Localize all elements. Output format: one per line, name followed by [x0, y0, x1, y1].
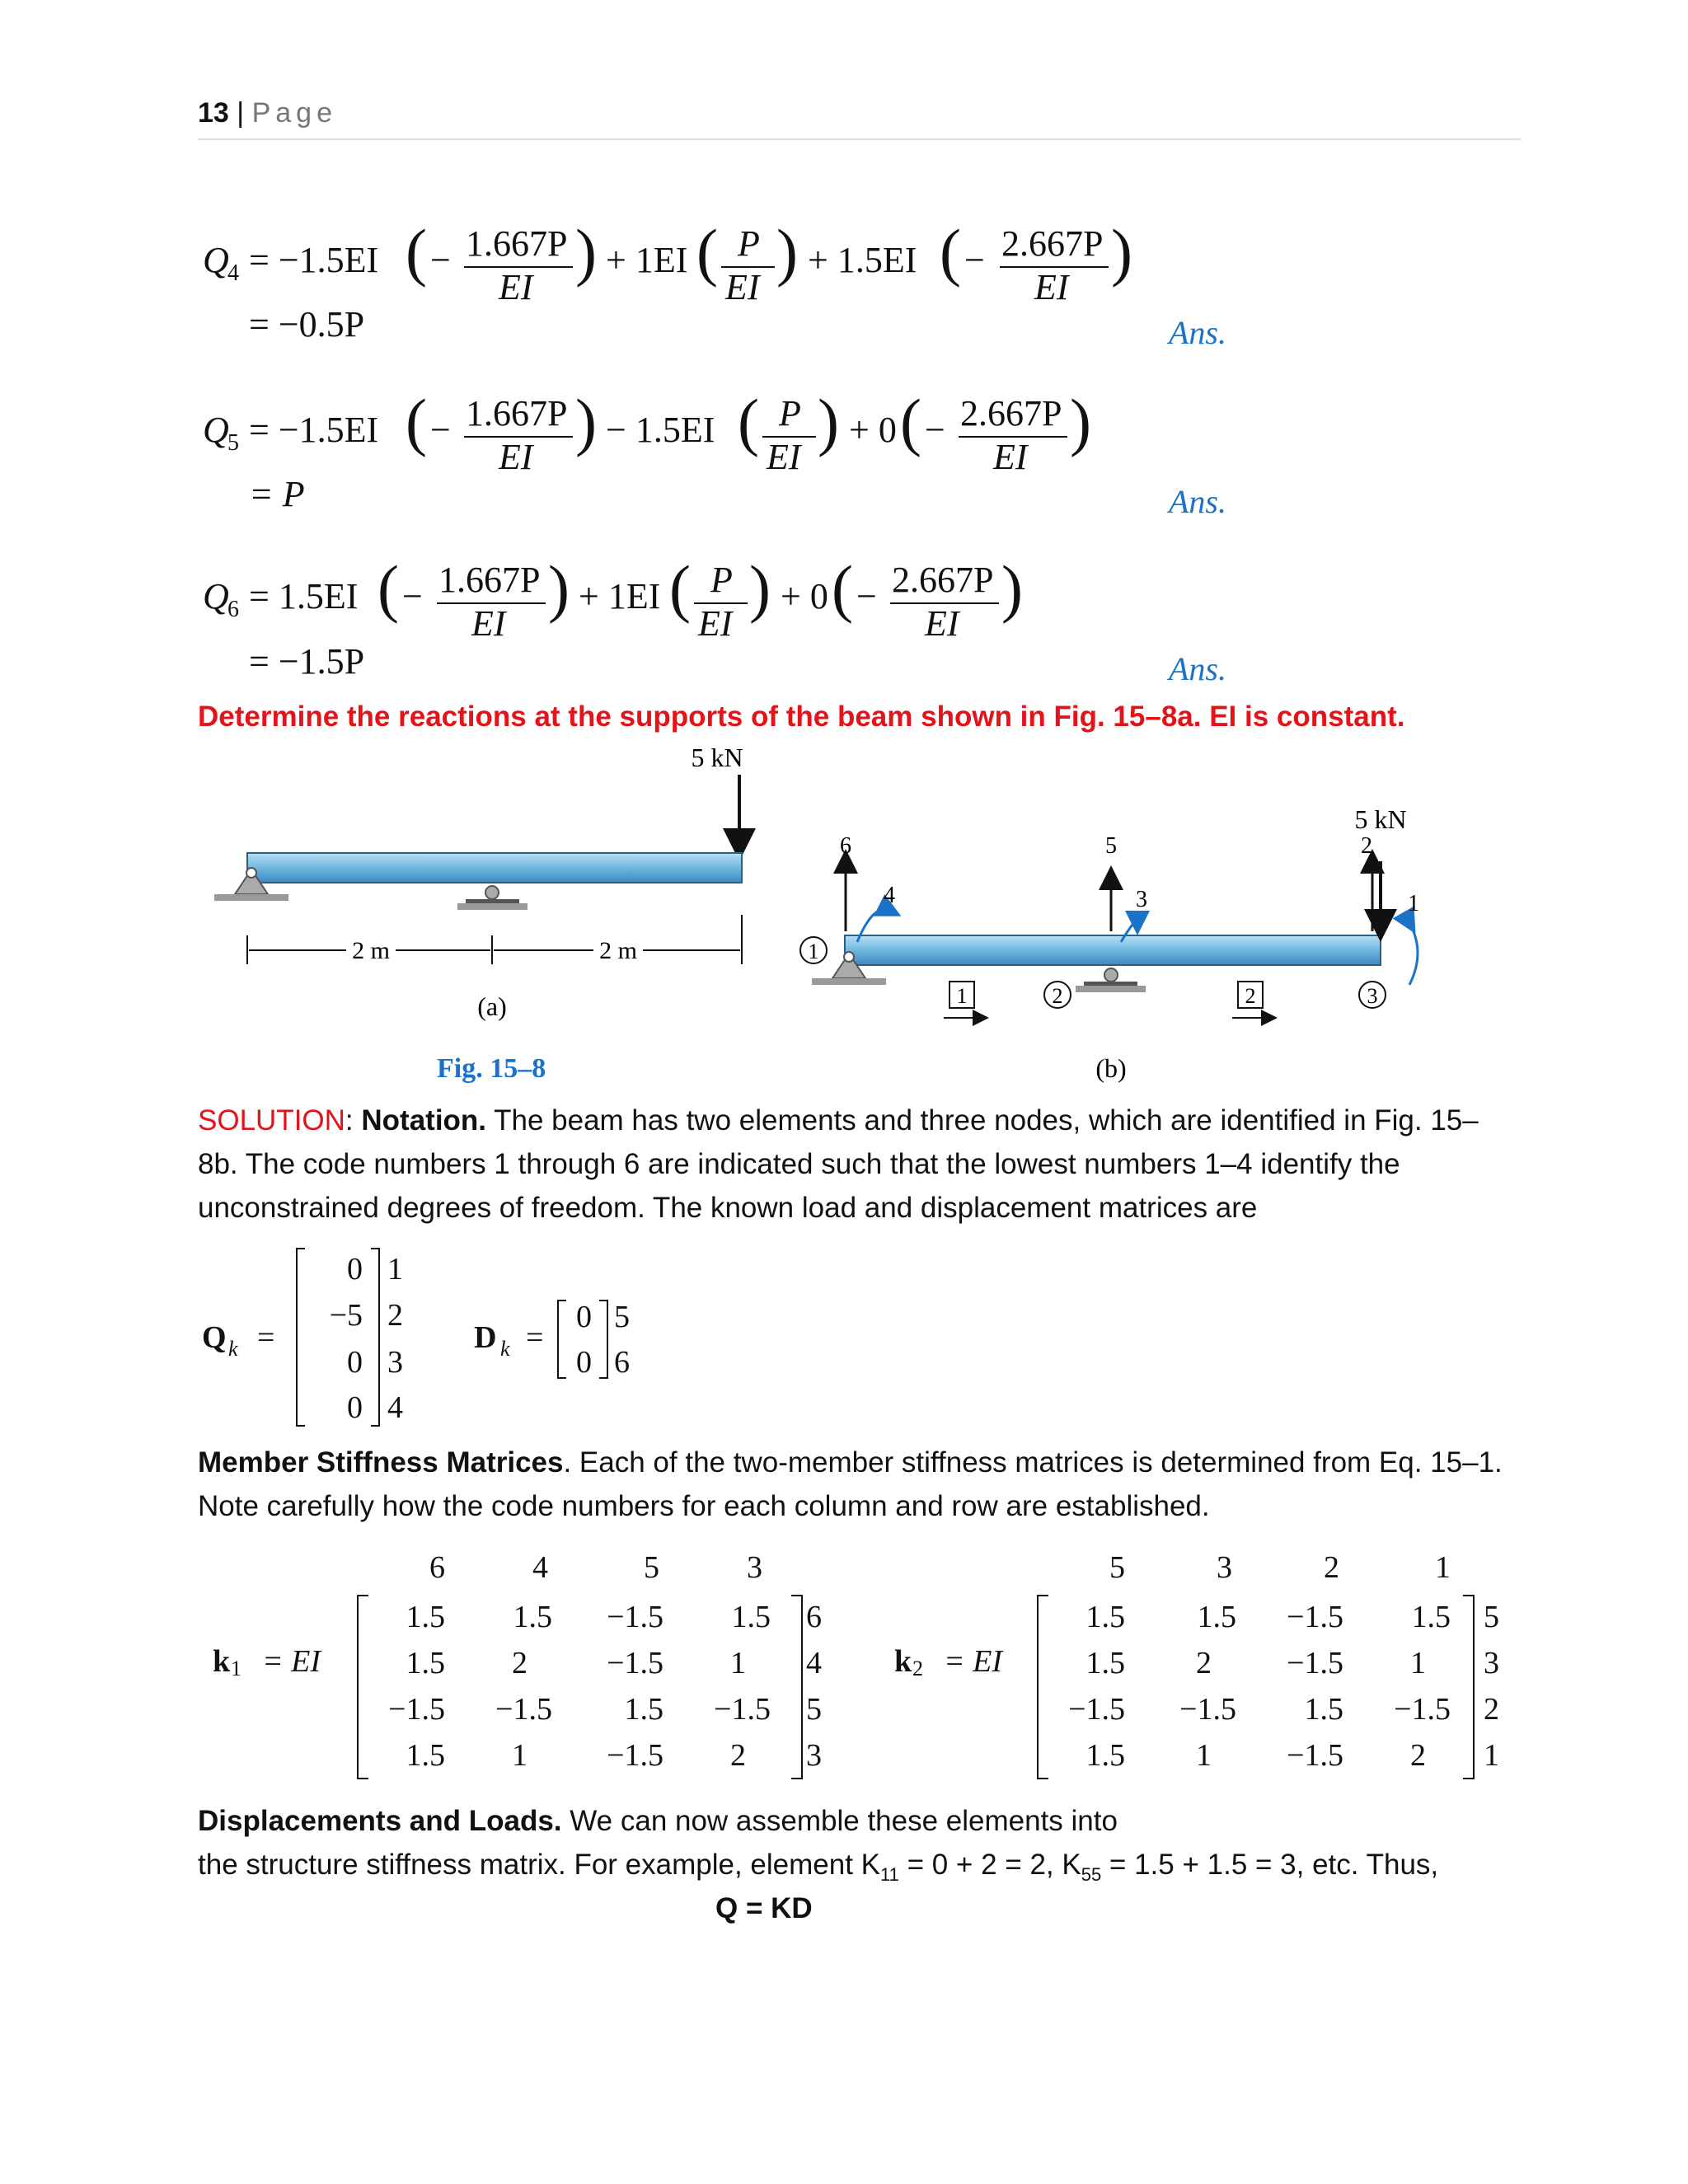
solution-colon: :: [345, 1104, 354, 1137]
k2-bracket-right: [1463, 1595, 1475, 1779]
k2-col-code: 1: [1435, 1550, 1451, 1585]
k2-cell: 1.5: [1085, 1600, 1125, 1634]
q5-t3-den: EI: [993, 437, 1028, 477]
k2-cell: 1.5: [1085, 1738, 1125, 1773]
k2-cell: −1.5: [1287, 1600, 1343, 1634]
k1-bracket-right: [791, 1595, 803, 1779]
header-divider: [198, 138, 1521, 140]
q6-t2-num: P: [710, 560, 733, 600]
k1-cell: 2: [730, 1738, 746, 1773]
k1-cell: −1.5: [388, 1692, 445, 1727]
q4-t1-den: EI: [499, 267, 533, 307]
q5-result: = P: [249, 474, 305, 514]
d-sub: k: [500, 1337, 510, 1361]
q-code-4: 4: [387, 1390, 403, 1425]
k2-cell: −1.5: [1287, 1738, 1343, 1773]
q-equals-kd: Q = KD: [715, 1892, 813, 1924]
k1-cell: −1.5: [714, 1692, 771, 1727]
code-3: 3: [1136, 887, 1147, 912]
k1-row-code: 4: [806, 1646, 822, 1680]
k1-label: k: [213, 1644, 231, 1679]
q4-t3-coef: + 1.5EI: [808, 240, 917, 280]
k2-row-code: 5: [1484, 1600, 1499, 1634]
q4-minus1: −: [430, 240, 451, 280]
k55-subscript: 55: [1081, 1864, 1102, 1885]
k1-cell: −1.5: [607, 1646, 663, 1680]
q4-sub: 4: [227, 260, 239, 286]
node-3: 3: [1367, 984, 1378, 1008]
k1-col-code: 3: [747, 1550, 762, 1585]
k2-row-code: 2: [1484, 1692, 1499, 1727]
q5-lhs: Q: [203, 410, 229, 450]
k1-col-code: 5: [644, 1550, 659, 1585]
member-paragraph: [198, 1441, 1517, 1528]
q5-sub: 5: [227, 430, 239, 456]
beam-b: [845, 935, 1381, 965]
q5-t2-num: P: [779, 393, 801, 434]
d-label: D: [474, 1320, 497, 1355]
q-value-2: −5: [329, 1298, 363, 1333]
q4-t2-coef: + 1EI: [606, 240, 688, 280]
k1-cell: −1.5: [607, 1600, 663, 1634]
k2-cell: 1: [1410, 1646, 1426, 1680]
q-code-2: 2: [387, 1298, 403, 1333]
q5-minus1: −: [430, 410, 451, 450]
code-2: 2: [1361, 833, 1372, 859]
q4-t2-den: EI: [725, 267, 760, 307]
q5-t2-den: EI: [767, 437, 801, 477]
q-code-1: 1: [387, 1252, 403, 1286]
load-b-label: 5 kN: [1354, 804, 1407, 834]
figure-b: [800, 804, 1419, 1083]
k1-cell: 2: [512, 1646, 528, 1680]
code-5: 5: [1105, 833, 1117, 859]
k2-cell: 1: [1196, 1738, 1212, 1773]
roller-support-b: [1076, 968, 1146, 992]
k1-col-code: 6: [429, 1550, 445, 1585]
k2-bracket-left: [1037, 1595, 1048, 1779]
k1-cell: 1.5: [513, 1600, 552, 1634]
member-heading: Member Stiffness Matrices: [198, 1446, 564, 1479]
q5-t3-num: 2.667P: [960, 393, 1062, 434]
solution-label: SOLUTION: [198, 1104, 345, 1137]
k2-sub: 2: [912, 1657, 923, 1680]
q6-t3-coef: + 0: [781, 576, 828, 616]
displacements-paragraph: [198, 1799, 1558, 1896]
k1-cell: 1: [512, 1738, 528, 1773]
paren: ): [1111, 216, 1132, 288]
notation-heading: Notation.: [361, 1104, 487, 1137]
q-label: Q: [202, 1320, 227, 1355]
k2-cell: 1.5: [1304, 1692, 1343, 1727]
k1-cell: 1: [730, 1646, 746, 1680]
equation-q5: [203, 386, 1091, 514]
q-value-3: 0: [347, 1345, 363, 1380]
k1-cell: 1.5: [406, 1646, 445, 1680]
paren: ): [776, 216, 798, 288]
equation-block: [190, 198, 1261, 692]
caption-b: (b): [1095, 1053, 1127, 1083]
q-code-3: 3: [387, 1345, 403, 1380]
q-value-4: 0: [347, 1390, 363, 1425]
d-code-1: 5: [614, 1300, 630, 1334]
k1-cell: 1.5: [406, 1600, 445, 1634]
figure-15-8: [198, 738, 1467, 1100]
k2-col-code: 5: [1109, 1550, 1125, 1585]
figure-a: [214, 743, 743, 1021]
q4-t1-coef: = −1.5EI: [249, 240, 379, 280]
paren: ): [548, 552, 570, 624]
k2-cell: −1.5: [1394, 1692, 1451, 1727]
d-code-2: 6: [614, 1345, 630, 1380]
k2-cell: 1.5: [1085, 1646, 1125, 1680]
d-value-1: 0: [576, 1300, 592, 1334]
q4-t2-num: P: [738, 223, 760, 264]
q5-t2-coef: − 1.5EI: [606, 410, 715, 450]
equation-q6: [203, 552, 1023, 682]
paren: (: [406, 216, 427, 288]
element-2: 2: [1245, 984, 1256, 1008]
paren: ): [749, 552, 771, 624]
k2-cell: 1.5: [1411, 1600, 1451, 1634]
k2-cell: 2: [1196, 1646, 1212, 1680]
q4-t1-num: 1.667P: [466, 223, 568, 264]
q4-lhs: Q: [203, 240, 229, 280]
q-sub: k: [228, 1337, 238, 1361]
paren: (: [940, 216, 961, 288]
paren: (: [900, 386, 921, 457]
k2-col-code: 2: [1324, 1550, 1339, 1585]
d-eq: =: [526, 1320, 544, 1355]
q-value-1: 0: [347, 1252, 363, 1286]
solution-text: The beam has two elements and three nodes, which are identified in Fig. 15–8b. The code numbers 1 through 6 are indicated such that the lowest numbers 1–4 identify the unconstrained degrees of freedom. The known load and displacement matrices are: [198, 1104, 1479, 1224]
paren: ): [575, 386, 597, 457]
known-matrices: [198, 1236, 775, 1434]
dim-2: 2 m: [599, 937, 637, 964]
q6-t1-coef: = 1.5EI: [249, 576, 359, 616]
q5-t3-coef: + 0: [849, 410, 897, 450]
k1-cell: 1.5: [406, 1738, 445, 1773]
k2-prefix: = EI: [944, 1644, 1003, 1679]
k2-col-code: 3: [1217, 1550, 1232, 1585]
rotation-arrow-1: [1409, 923, 1418, 985]
q4-result: = −0.5P: [249, 304, 365, 344]
element-1: 1: [956, 984, 968, 1008]
q6-t2-den: EI: [698, 603, 733, 644]
solution-paragraph: [198, 1099, 1517, 1230]
ans-q5: Ans.: [1169, 483, 1226, 520]
dim-1: 2 m: [352, 937, 390, 964]
q5-t1-num: 1.667P: [466, 393, 568, 434]
q4-t3-num: 2.667P: [1001, 223, 1104, 264]
displacements-line2-a: the structure stiffness matrix. For example, element K: [198, 1849, 881, 1881]
q6-t1-num: 1.667P: [438, 560, 541, 600]
paren: ): [818, 386, 839, 457]
q5-minus3: −: [925, 410, 945, 450]
paren: (: [406, 386, 427, 457]
code-6: 6: [840, 833, 851, 859]
paren: (: [832, 552, 853, 624]
q4-minus3: −: [964, 240, 985, 280]
k2-cell: −1.5: [1287, 1646, 1343, 1680]
code-1: 1: [1408, 891, 1419, 916]
q4-t3-den: EI: [1034, 267, 1069, 307]
k1-row-code: 5: [806, 1692, 822, 1727]
paren: ): [1001, 552, 1023, 624]
k2-cell: 2: [1410, 1738, 1426, 1773]
page-header: [198, 97, 337, 129]
displacements-line1: We can now assemble these elements into: [561, 1805, 1118, 1837]
displacements-line2-c: = 1.5 + 1.5 = 3, etc. Thus,: [1101, 1849, 1439, 1881]
paren: (: [738, 386, 759, 457]
k2-cell: −1.5: [1068, 1692, 1125, 1727]
k1-row-code: 3: [806, 1738, 822, 1773]
paren: ): [1070, 386, 1091, 457]
displacements-line2-b: = 0 + 2 = 2, K: [898, 1849, 1081, 1881]
load-a-label: 5 kN: [691, 743, 743, 772]
q6-t1-den: EI: [471, 603, 506, 644]
problem-statement: Determine the reactions at the supports of the beam shown in Fig. 15–8a. EI is constant.: [198, 701, 1405, 733]
q6-lhs: Q: [203, 576, 229, 616]
k1-sub: 1: [231, 1657, 241, 1680]
k1-col-code: 4: [532, 1550, 548, 1585]
paren: (: [377, 552, 399, 624]
k1-prefix: = EI: [262, 1644, 321, 1679]
k1-row-code: 6: [806, 1600, 822, 1634]
k2-row-code: 3: [1484, 1646, 1499, 1680]
q6-minus1: −: [402, 576, 423, 616]
q5-t1-den: EI: [499, 437, 533, 477]
node-2: 2: [1052, 984, 1063, 1008]
ans-q6: Ans.: [1169, 650, 1226, 687]
q6-result: = −1.5P: [249, 641, 365, 682]
q5-t1-coef: = −1.5EI: [249, 410, 379, 450]
paren: (: [669, 552, 691, 624]
member-text: . Each of the two-member stiffness matrices is determined from Eq. 15–1. Note carefully how the code numbers for each column and row are established.: [198, 1446, 1503, 1522]
q6-sub: 6: [227, 597, 239, 622]
roller-support-a: [457, 886, 528, 910]
beam-a: [247, 853, 742, 883]
node-1: 1: [808, 940, 819, 963]
paren: ): [575, 216, 597, 288]
ans-q4: Ans.: [1169, 314, 1226, 351]
k2-label: k: [894, 1644, 912, 1679]
displacements-heading: Displacements and Loads.: [198, 1805, 562, 1837]
paren: (: [696, 216, 718, 288]
fig-label: Fig. 15–8: [437, 1053, 546, 1084]
k1-cell: 1.5: [624, 1692, 663, 1727]
q6-t2-coef: + 1EI: [579, 576, 661, 616]
caption-a: (a): [477, 991, 507, 1021]
k1-cell: 1.5: [731, 1600, 771, 1634]
k1-bracket-left: [357, 1595, 368, 1779]
code-4: 4: [884, 883, 895, 908]
k2-cell: −1.5: [1179, 1692, 1236, 1727]
q6-t3-den: EI: [925, 603, 959, 644]
k2-row-code: 1: [1484, 1738, 1499, 1773]
k11-subscript: 11: [880, 1864, 899, 1885]
page-number: 13: [198, 97, 229, 129]
q-eq: =: [257, 1320, 275, 1355]
q6-minus3: −: [856, 576, 877, 616]
header-separator: |: [237, 97, 245, 129]
k2-cell: 1.5: [1197, 1600, 1236, 1634]
equation-q4: [203, 216, 1132, 344]
page-word: Page: [251, 97, 337, 129]
k1-cell: −1.5: [607, 1738, 663, 1773]
d-value-2: 0: [576, 1345, 592, 1380]
q6-t3-num: 2.667P: [892, 560, 994, 600]
k1-cell: −1.5: [495, 1692, 552, 1727]
